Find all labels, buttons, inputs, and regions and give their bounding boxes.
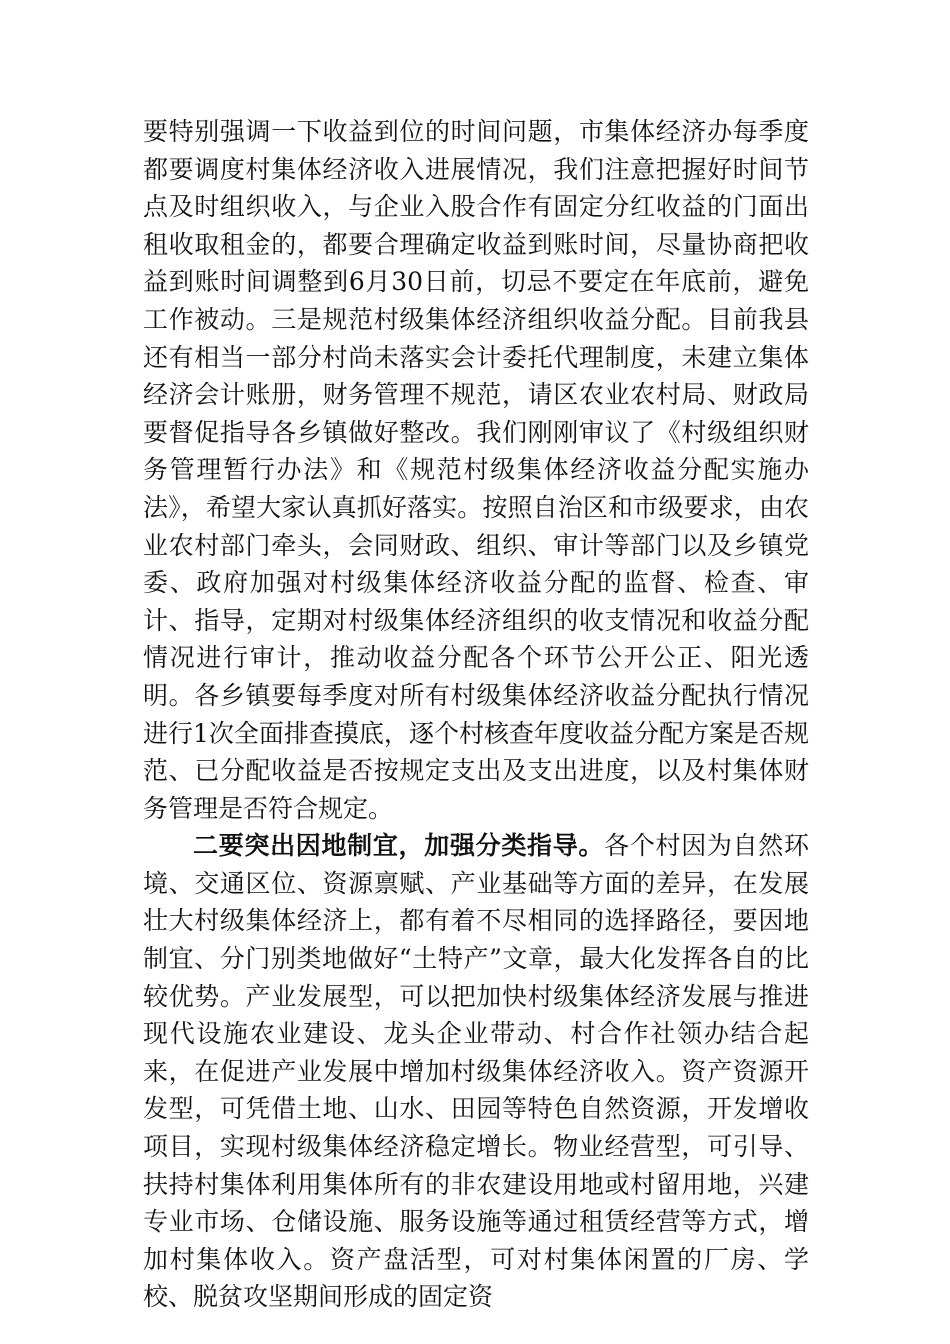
paragraph-section-two <box>143 827 809 1316</box>
paragraph-continuation <box>143 113 809 827</box>
paragraph-text: 各个村因为自然环境、交通区位、资源禀赋、产业基础等方面的差异，在发展壮大村级集体经济上，都有着不尽相同的选择路径，要因地制宜、分门别类地做好“土特产”文章，最大化发挥各自的比较优势。产业发展型，可以把加快村级集体经济发展与推进现代设施农业建设、龙头企业带动、村合作社领办结合起来，在促进产业发展中增加村级集体经济收入。资产资源开发型，可凭借土地、山水、田园等特色自然资源，开发增收项目，实现村级集体经济稳定增长。物业经营型，可引导、扶持村集体利用集体所有的非农建设用地或村留用地，兴建专业市场、仓储设施、服务设施等通过租赁经营等方式，增加村集体收入。资产盘活型，可对村集体闲置的厂房、学校、脱贫攻坚期间形成的固定资 <box>143 831 809 1312</box>
document-body <box>143 113 809 1316</box>
paragraph-text: 要特别强调一下收益到位的时间问题，市集体经济办每季度都要调度村集体经济收入进展情况，我们注意把握好时间节点及时组织收入，与企业入股合作有固定分红收益的门面出租收取租金的，都要合理确定收益到账时间，尽量协商把收益到账时间调整到6月30日前，切忌不要定在年底前，避免工作被动。三是规范村级集体经济组织收益分配。目前我县还有相当一部分村尚未落实会计委托代理制度，未建立集体经济会计账册，财务管理不规范，请区农业农村局、财政局要督促指导各乡镇做好整改。我们刚刚审议了《村级组织财务管理暂行办法》和《规范村级集体经济收益分配实施办法》，希望大家认真抓好落实。按照自治区和市级要求，由农业农村部门牵头，会同财政、组织、审计等部门以及乡镇党委、政府加强对村级集体经济收益分配的监督、检查、审计、指导，定期对村级集体经济组织的收支情况和收益分配情况进行审计，推动收益分配各个环节公开公正、阳光透明。各乡镇要每季度对所有村级集体经济收益分配执行情况进行1次全面排查摸底，逐个村核查年度收益分配方案是否规范、已分配收益是否按规定支出及支出进度，以及村集体财务管理是否符合规定。 <box>143 117 809 823</box>
paragraph-lead-heading: 二要突出因地制宜，加强分类指导。 <box>193 831 605 861</box>
